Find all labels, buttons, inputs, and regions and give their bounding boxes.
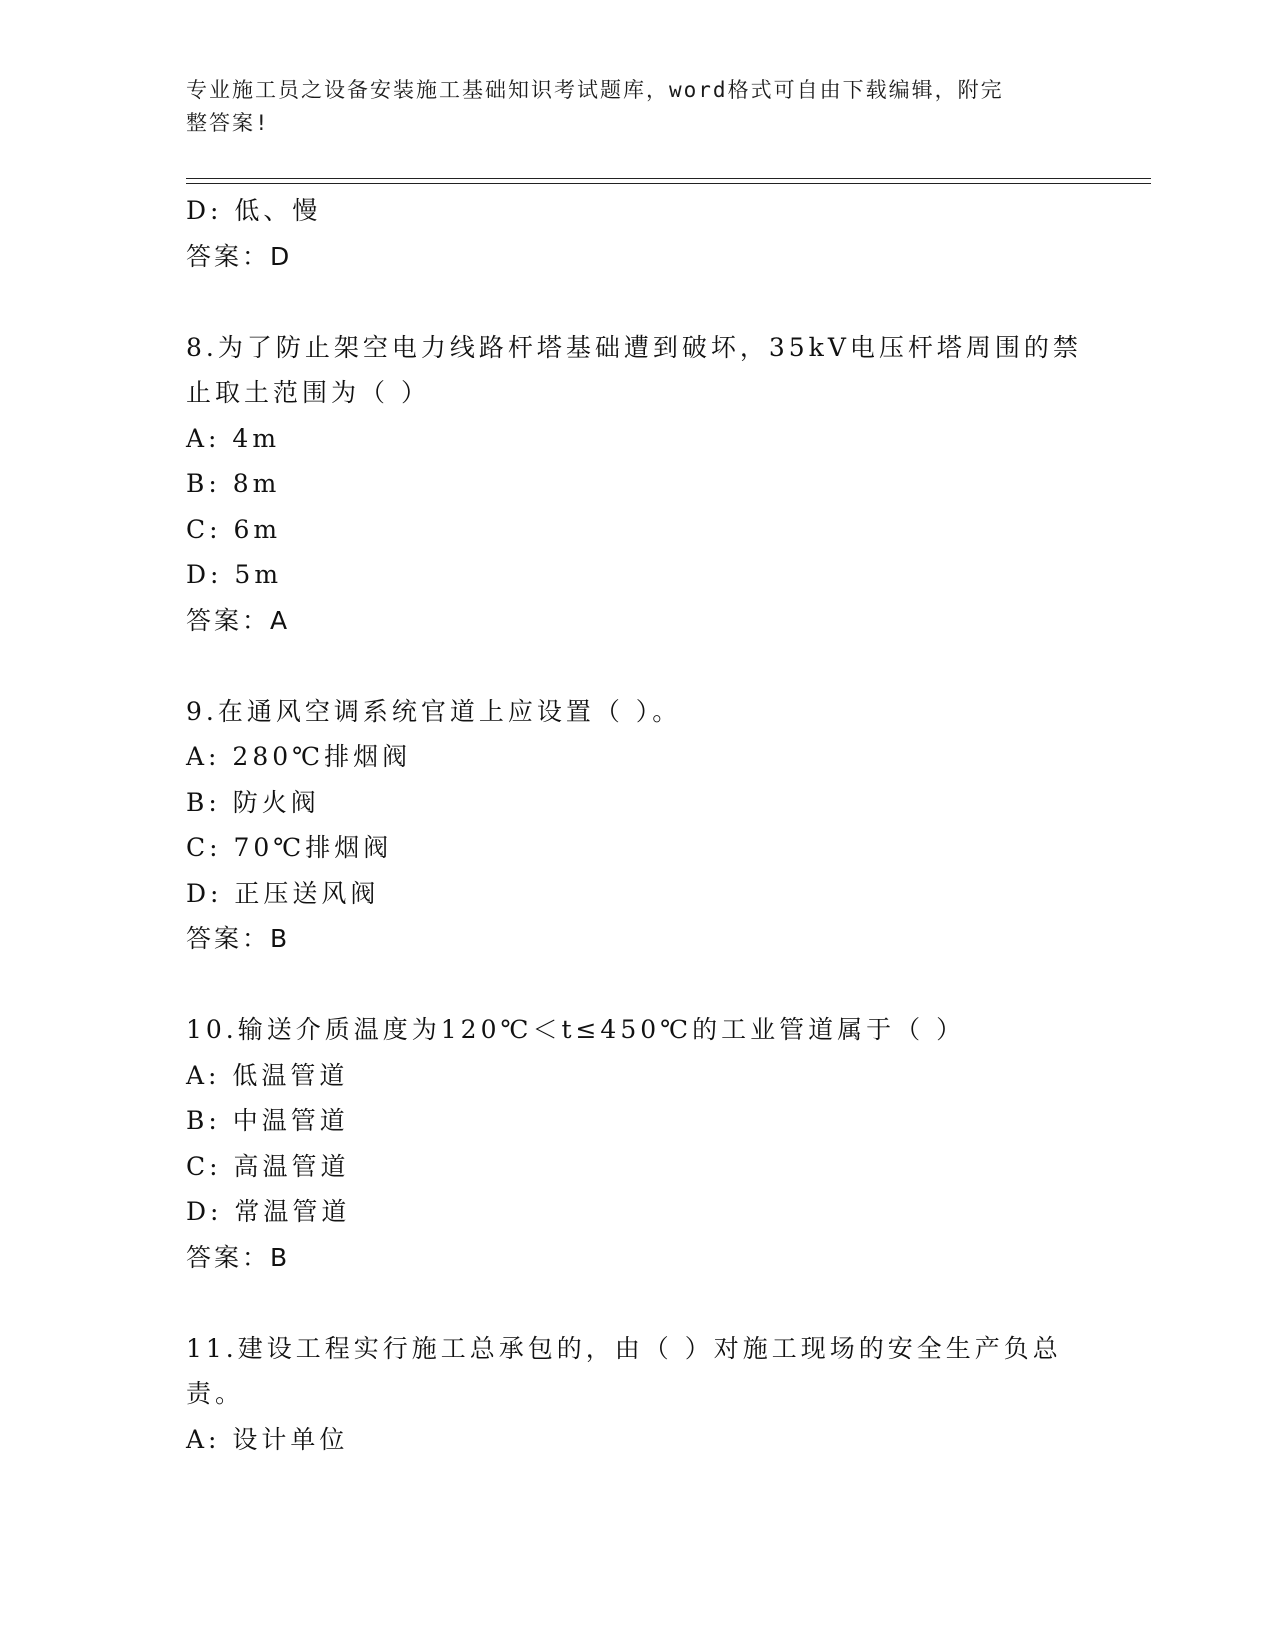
document-header bbox=[186, 74, 1066, 140]
option-b: B: 中温管道 bbox=[186, 1106, 349, 1135]
option-a: A: 低温管道 bbox=[186, 1060, 349, 1090]
question-9 bbox=[186, 689, 1086, 962]
option-c: C: 6m bbox=[186, 514, 282, 544]
question-text: 9.在通风空调系统官道上应设置（ ）。 bbox=[186, 696, 682, 726]
option-a: A: 280℃排烟阀 bbox=[186, 742, 412, 771]
header-line-2: 整答案! bbox=[186, 111, 270, 135]
option-c: C: 高温管道 bbox=[186, 1151, 350, 1181]
option-d: D: 常温管道 bbox=[186, 1197, 351, 1226]
header-divider-bottom bbox=[186, 183, 1151, 184]
spacer bbox=[186, 279, 1086, 325]
option-d: D: 低、慢 bbox=[186, 196, 322, 225]
option-a: A: 4m bbox=[186, 423, 281, 453]
question-text: 11.建设工程实行施工总承包的，由（ ）对施工现场的安全生产负总 bbox=[186, 1333, 1062, 1363]
header-divider-top bbox=[186, 178, 1151, 179]
option-a: A: 设计单位 bbox=[186, 1424, 349, 1454]
option-d: D: 正压送风阀 bbox=[186, 878, 380, 908]
option-c: C: 70℃排烟阀 bbox=[186, 833, 393, 862]
question-text: 10.输送介质温度为120℃＜t≤450℃的工业管道属于（ ） bbox=[186, 1015, 966, 1044]
document-body bbox=[186, 188, 1086, 1462]
question-text-continued: 责。 bbox=[186, 1379, 245, 1408]
option-b: B: 8m bbox=[186, 469, 281, 498]
question-7-tail bbox=[186, 188, 1086, 279]
question-text: 8.为了防止架空电力线路杆塔基础遭到破坏，35kV电压杆塔周围的禁 bbox=[186, 332, 1082, 362]
answer-line: 答案：A bbox=[186, 605, 291, 635]
header-line-1: 专业施工员之设备安装施工基础知识考试题库，word格式可自由下载编辑，附完 bbox=[186, 78, 1004, 102]
spacer bbox=[186, 1280, 1086, 1326]
option-b: B: 防火阀 bbox=[186, 787, 320, 817]
question-10 bbox=[186, 1007, 1086, 1280]
question-text-continued: 止取土范围为（ ） bbox=[186, 378, 430, 407]
answer-line: 答案：B bbox=[186, 1242, 291, 1272]
question-11 bbox=[186, 1326, 1086, 1463]
spacer bbox=[186, 643, 1086, 689]
option-d: D: 5m bbox=[186, 560, 283, 589]
answer-line: 答案：B bbox=[186, 924, 291, 953]
question-8 bbox=[186, 325, 1086, 644]
answer-line: 答案：D bbox=[186, 241, 293, 271]
spacer bbox=[186, 962, 1086, 1008]
